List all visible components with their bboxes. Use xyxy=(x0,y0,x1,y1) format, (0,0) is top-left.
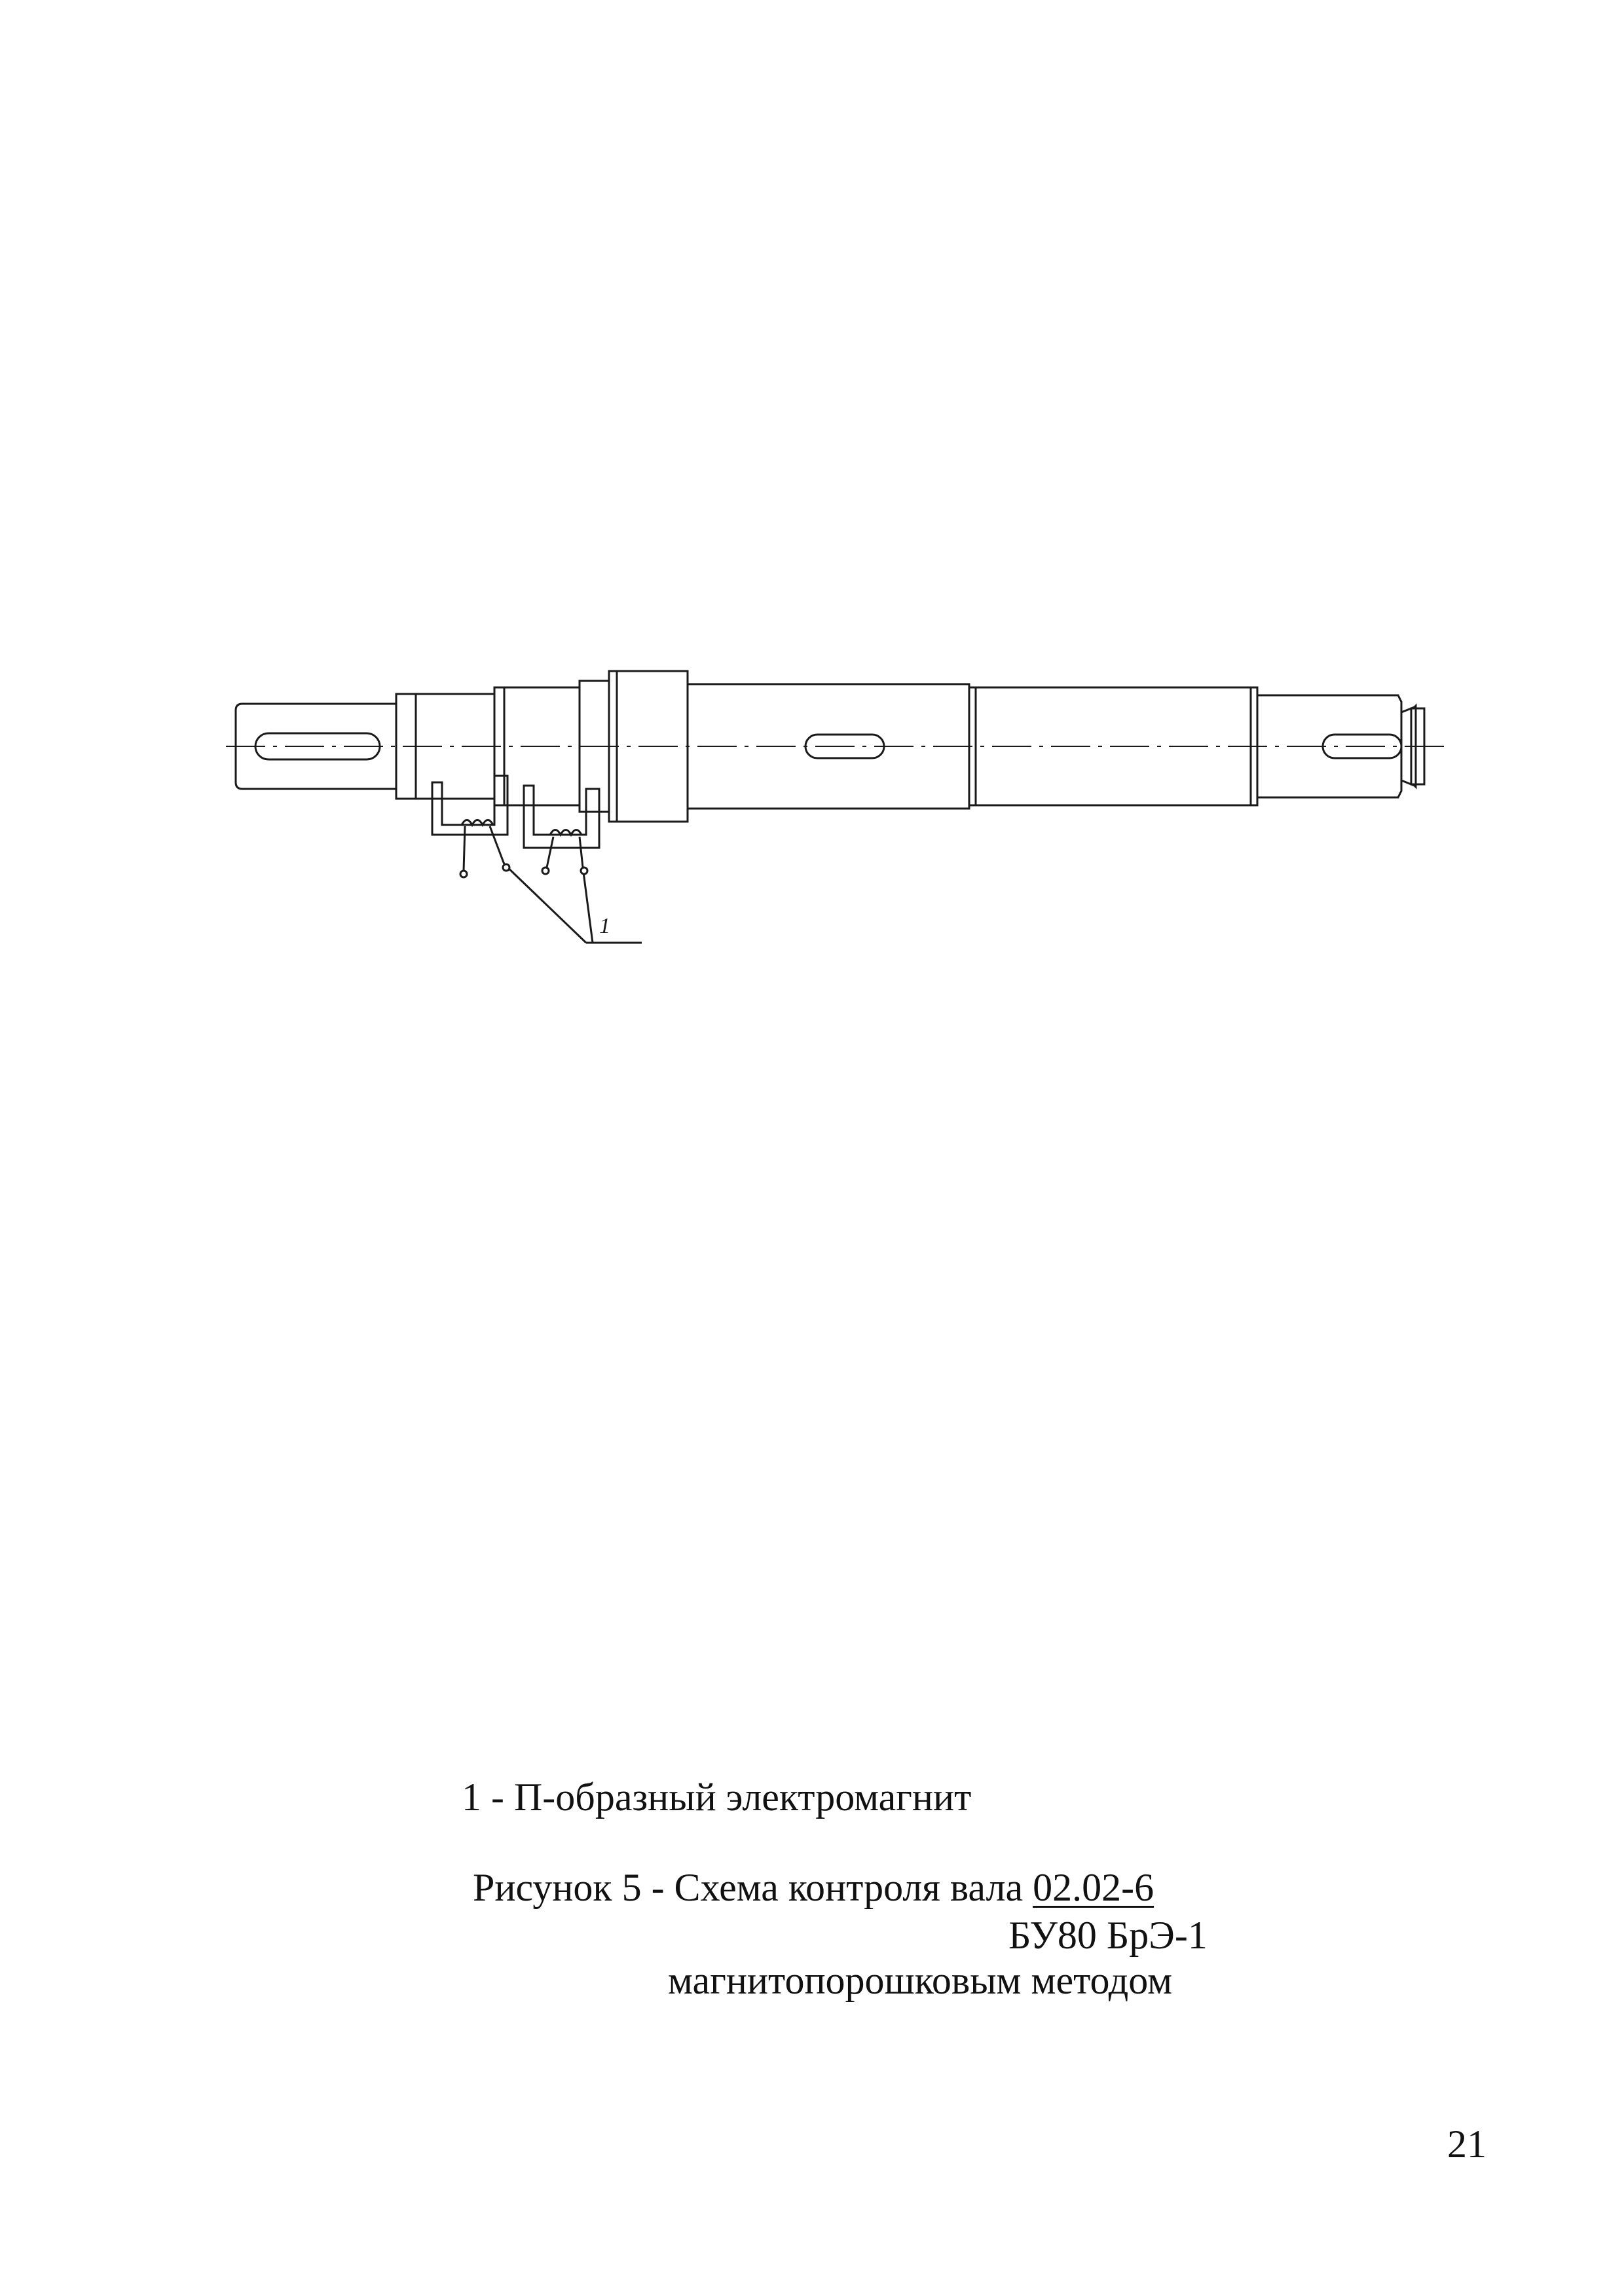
callout-label: 1 xyxy=(599,914,610,938)
electromagnet-2 xyxy=(524,786,599,848)
figure-legend: 1 - П-образный электромагнит xyxy=(462,1776,972,1819)
lead-wire-1 xyxy=(464,826,465,871)
page-number: 21 xyxy=(1447,2123,1486,2166)
terminal-3 xyxy=(542,867,549,874)
shaft-drawing-svg xyxy=(216,668,1473,995)
figure-caption-code: 02.02-6 xyxy=(1033,1866,1154,1909)
terminal-2 xyxy=(503,864,509,871)
terminal-4 xyxy=(581,867,587,874)
terminal-1 xyxy=(460,871,467,877)
figure-caption-line-2: БУ80 БрЭ-1 xyxy=(1008,1914,1208,1957)
figure-caption-prefix: Рисунок 5 - Схема контроля вала xyxy=(473,1866,1033,1909)
lead-wire-3 xyxy=(547,837,553,867)
lead-wire-2 xyxy=(490,826,504,864)
figure-caption-line-1 xyxy=(473,1868,1154,1907)
leader-line-2 xyxy=(583,867,593,943)
leader-line-1 xyxy=(504,864,586,943)
shaft-inspection-drawing xyxy=(216,668,1473,995)
figure-caption-line-3: магнитопорошковым методом xyxy=(668,1959,1173,2002)
lead-wire-4 xyxy=(580,837,583,867)
